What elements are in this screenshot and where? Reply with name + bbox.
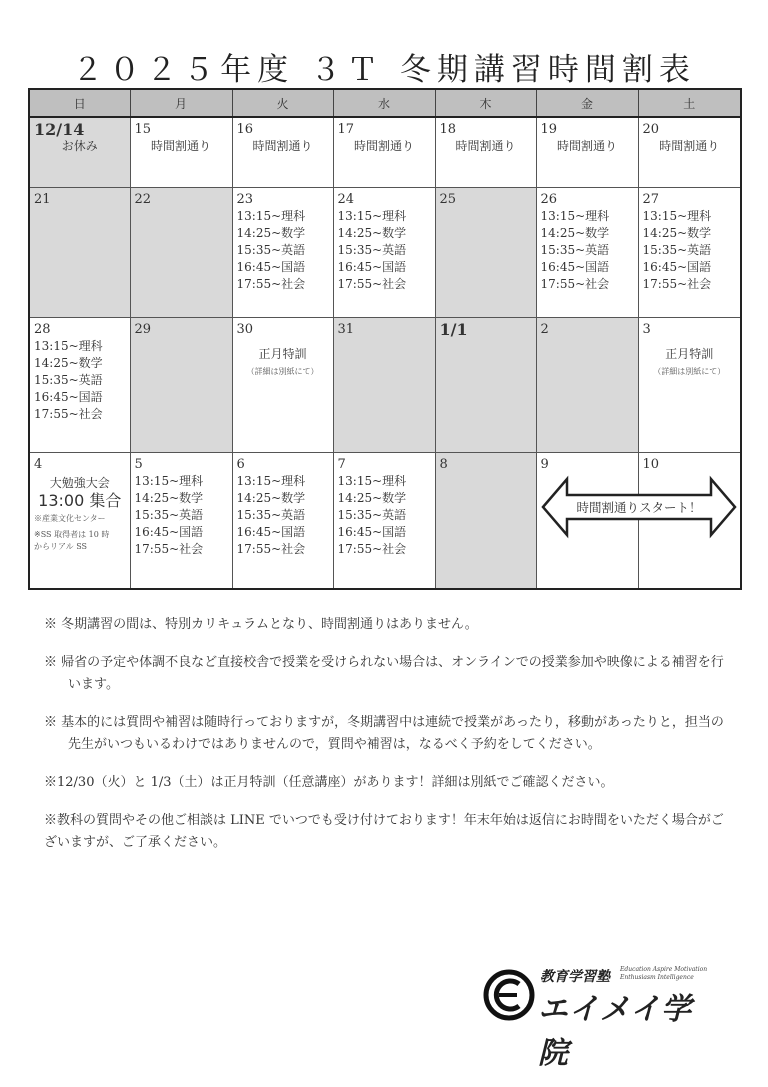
day-number: 1/1 [439,319,468,339]
regular-label: 時間割通り [659,139,720,153]
day-number: 21 [34,191,51,207]
schedule-item: 17:55~社会 [34,406,103,421]
schedule-item: 13:15~理科 [642,208,712,223]
schedule-item: 16:45~国語 [642,259,712,274]
day-number: 29 [134,321,152,337]
note-item: ※教科の質問やその他ご相談は LINE でいつでも受け付けております！年末年始は返信にお時間をいただく場合がございますが、ご了承ください。 [44,813,724,850]
week-row-1 [29,117,741,187]
day-cell [29,187,130,317]
day-number: 18 [439,122,457,137]
event-time: 13:00 集合 [38,490,122,510]
schedule-item: 15:35~英語 [236,507,306,522]
schedule-item: 15:35~英語 [236,242,306,257]
day-number: 12/14 [34,120,85,139]
logo-motto: Education Aspire Motivation Enthusiasm Intelligence [620,966,708,981]
day-number: 7 [337,456,346,472]
special-note: （詳細は別紙にて） [246,366,319,376]
schedule-item: 15:35~英語 [337,242,407,257]
day-number: 2 [540,321,549,337]
logo-name: エイメイ学院 [538,992,693,1071]
schedule-item: 14:25~数学 [134,490,204,505]
day-cell [435,187,536,317]
day-cell [232,452,333,589]
day-number: 30 [236,321,254,337]
special-label: 正月特訓 [258,346,307,361]
schedule-item: 14:25~数学 [540,225,610,240]
regular-label: 時間割通り [556,139,617,153]
day-cell [435,452,536,589]
note-item: ※ 冬期講習の間は、特別カリキュラムとなり、時間割通りはありません。 [44,617,478,632]
schedule-item: 15:35~英語 [540,242,610,257]
day-number: 23 [236,191,254,207]
day-cell [638,317,741,452]
schedule-item: 14:25~数学 [642,225,712,240]
day-number: 5 [134,456,143,472]
schedule-item: 13:15~理科 [134,473,204,488]
day-cell [435,117,536,187]
day-cell [29,117,130,187]
day-number: 8 [439,456,448,472]
special-note: （詳細は別紙にて） [653,366,726,376]
regular-label: 時間割通り [353,139,414,153]
day-cell [232,187,333,317]
day-number: 15 [134,122,152,137]
logo-mark-icon [482,968,536,1022]
weekday-wed: 水 [333,89,435,117]
schedule-item: 16:45~国語 [540,259,610,274]
schedule-item: 15:35~英語 [337,507,407,522]
note-item: ※12/30（火）と 1/3（土）は正月特訓（任意講座）があります！詳細は別紙でご確認ください。 [44,775,614,790]
event-name: 大勉強大会 [49,475,110,490]
event-place: ※産業文化センター [34,513,106,523]
day-cell [435,317,536,452]
regular-label: 時間割通り [455,139,516,153]
day-cell [130,117,232,187]
weekday-tue: 火 [232,89,333,117]
day-cell [333,187,435,317]
schedule-item: 14:25~数学 [236,490,306,505]
schedule-item: 17:55~社会 [134,541,204,556]
day-cell [536,187,638,317]
weekday-header-row [29,89,741,117]
day-cell [29,317,130,452]
logo-tagline: 教育学習塾 [540,969,610,985]
day-cell [536,117,638,187]
day-number: 27 [642,191,660,207]
schedule-item: 14:25~数学 [34,355,103,370]
day-number: 31 [337,321,355,337]
day-cell [130,187,232,317]
day-cell [638,187,741,317]
day-number: 9 [540,456,549,472]
schedule-item: 14:25~数学 [337,490,407,505]
weekday-mon: 月 [130,89,232,117]
note-item: ※ 帰省の予定や体調不良など直接校舎で授業を受けられない場合は、オンラインでの授業参加や映像による補習を行います。 [44,655,724,692]
schedule-item: 16:45~国語 [34,389,103,404]
week-row-3 [29,317,741,452]
day-cell [333,317,435,452]
day-number: 28 [34,321,51,337]
day-cell [232,317,333,452]
schedule-item: 17:55~社会 [337,541,407,556]
schedule-item: 13:15~理科 [236,208,306,223]
notes-section [44,614,734,870]
weekday-thu: 木 [435,89,536,117]
schedule-item: 15:35~英語 [134,507,204,522]
day-cell [638,117,741,187]
day-off-label: お休み [61,139,98,153]
event-note: からリアル SS [34,541,88,551]
schedule-item: 15:35~英語 [642,242,712,257]
schedule-item: 16:45~国語 [337,259,407,274]
schedule-item: 13:15~理科 [337,208,407,223]
regular-label: 時間割通り [150,139,211,153]
schedule-item: 17:55~社会 [540,276,610,291]
start-arrow-label: 時間割通りスタート！ [576,500,702,515]
week-row-2 [29,187,741,317]
school-logo [482,962,722,1071]
day-cell [232,117,333,187]
start-arrow [539,471,739,543]
schedule-item: 16:45~国語 [337,524,407,539]
schedule-item: 14:25~数学 [236,225,306,240]
day-cell [333,452,435,589]
day-number: 22 [134,191,152,207]
day-number: 10 [642,456,660,472]
day-number: 17 [337,122,355,137]
schedule-item: 17:55~社会 [236,276,306,291]
schedule-item: 13:15~理科 [34,338,103,353]
day-number: 16 [236,122,254,137]
regular-label: 時間割通り [252,139,313,153]
day-cell [536,317,638,452]
page-title: ２０２５年度 ３Ｔ 冬期講習時間割表 [72,52,696,88]
day-number: 20 [642,122,660,137]
schedule-item: 13:15~理科 [337,473,407,488]
day-number: 26 [540,191,558,207]
day-number: 19 [540,122,558,137]
weekday-sat: 土 [638,89,741,117]
schedule-item: 15:35~英語 [34,372,103,387]
day-number: 24 [337,191,355,207]
weekday-fri: 金 [536,89,638,117]
special-label: 正月特訓 [665,346,714,361]
schedule-item: 13:15~理科 [540,208,610,223]
day-cell [130,452,232,589]
schedule-item: 17:55~社会 [337,276,407,291]
day-number: 3 [642,321,651,337]
schedule-item: 17:55~社会 [236,541,306,556]
schedule-item: 16:45~国語 [236,524,306,539]
schedule-item: 13:15~理科 [236,473,306,488]
day-cell [130,317,232,452]
schedule-item: 16:45~国語 [134,524,204,539]
schedule-item: 17:55~社会 [642,276,712,291]
schedule-item: 14:25~数学 [337,225,407,240]
day-number: 4 [34,456,43,472]
day-cell [333,117,435,187]
event-note: ※SS 取得者は 10 時 [34,529,110,539]
day-number: 25 [439,191,457,207]
day-cell [29,452,130,589]
weekday-sun: 日 [29,89,130,117]
schedule-item: 16:45~国語 [236,259,306,274]
day-number: 6 [236,456,245,472]
note-item: ※ 基本的には質問や補習は随時行っておりますが，冬期講習中は連続で授業があったり，移動があったりと，担当の先生がいつもいるわけではありませんので，質問や補習は，なるべく予約をしてください。 [44,715,724,752]
